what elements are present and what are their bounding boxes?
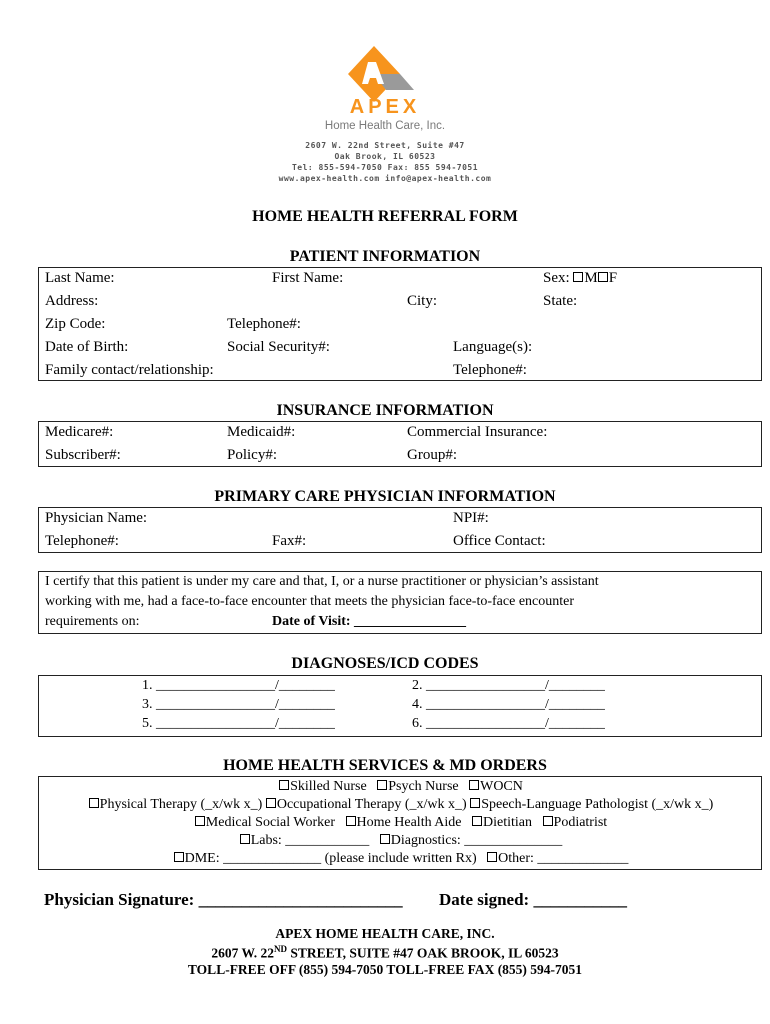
services-heading: HOME HEALTH SERVICES & MD ORDERS — [223, 757, 547, 774]
footer-address-end: STREET, SUITE #47 OAK BROOK, IL 60523 — [286, 945, 559, 961]
insurance-info-box — [38, 421, 762, 467]
physician-heading: PRIMARY CARE PHYSICIAN INFORMATION — [214, 488, 556, 505]
skilled-nurse-checkbox[interactable] — [279, 780, 289, 790]
speech-pathologist-label: Speech-Language Pathologist (_x/wk x_) — [481, 797, 714, 812]
insurance-heading: INSURANCE INFORMATION — [276, 402, 494, 419]
home-health-aide-checkbox[interactable] — [346, 816, 356, 826]
footer-contact: TOLL-FREE OFF (855) 594-7050 TOLL-FREE FAX (855) 594-7051 — [187, 962, 583, 977]
company-address: 2607 W. 22nd Street, Suite #47 — [305, 141, 465, 150]
diagnosis-item[interactable]: 3. _________________/________ — [142, 697, 335, 712]
physician-name-field[interactable]: Physician Name: — [45, 510, 148, 526]
dietitian-checkbox[interactable] — [472, 816, 482, 826]
state-field[interactable]: State: — [543, 293, 578, 309]
office-contact-field[interactable]: Office Contact: — [453, 533, 546, 549]
footer-address-suffix: ND — [273, 944, 287, 954]
dme-label: DME: ______________ (please include written Rx) — [184, 851, 477, 866]
services-box — [38, 776, 762, 870]
npi-field[interactable]: NPI#: — [453, 510, 489, 526]
sex-m-label: M — [584, 270, 598, 286]
family-telephone-field[interactable]: Telephone#: — [453, 362, 527, 378]
diagnosis-item[interactable]: 2. _________________/________ — [412, 678, 605, 693]
city-field[interactable]: City: — [407, 293, 438, 309]
diagnoses-heading: DIAGNOSES/ICD CODES — [291, 655, 479, 672]
subscriber-field[interactable]: Subscriber#: — [45, 447, 121, 463]
first-name-field[interactable]: First Name: — [272, 270, 344, 286]
dob-field[interactable]: Date of Birth: — [45, 339, 129, 355]
form-title: HOME HEALTH REFERRAL FORM — [252, 208, 518, 225]
physician-fax-field[interactable]: Fax#: — [272, 533, 307, 549]
dietitian-label: Dietitian — [483, 815, 533, 830]
labs-label: Labs: ____________ — [250, 833, 370, 848]
group-field[interactable]: Group#: — [407, 447, 457, 463]
footer-address — [0, 944, 770, 962]
company-name: Home Health Care, Inc. — [324, 120, 446, 132]
last-name-field[interactable]: Last Name: — [45, 270, 115, 286]
medical-social-worker-checkbox[interactable] — [195, 816, 205, 826]
patient-heading: PATIENT INFORMATION — [289, 248, 481, 265]
address-field[interactable]: Address: — [45, 293, 99, 309]
podiatrist-checkbox[interactable] — [543, 816, 553, 826]
home-health-aide-label: Home Health Aide — [356, 815, 462, 830]
services-row-1 — [39, 779, 763, 795]
physical-therapy-label: Physical Therapy (_x/wk x_) — [99, 797, 263, 812]
podiatrist-label: Podiatrist — [553, 815, 608, 830]
sex-m-checkbox[interactable] — [573, 272, 583, 282]
diagnoses-box — [38, 675, 762, 737]
physician-info-box — [38, 507, 762, 553]
occupational-therapy-label: Occupational Therapy (_x/wk x_) — [276, 797, 467, 812]
psych-nurse-checkbox[interactable] — [377, 780, 387, 790]
services-row-2 — [39, 797, 763, 813]
certification-line-3: requirements on: — [45, 614, 140, 629]
footer-company: APEX HOME HEALTH CARE, INC. — [275, 926, 495, 941]
diagnosis-item[interactable]: 1. _________________/________ — [142, 678, 335, 693]
diagnostics-checkbox[interactable] — [380, 834, 390, 844]
other-label: Other: _____________ — [498, 851, 629, 866]
brand-name: APEX — [349, 96, 421, 118]
wocn-checkbox[interactable] — [469, 780, 479, 790]
diagnosis-item[interactable]: 6. _________________/________ — [412, 716, 605, 731]
diagnostics-label: Diagnostics: ______________ — [390, 833, 563, 848]
dme-checkbox[interactable] — [174, 852, 184, 862]
other-checkbox[interactable] — [487, 852, 497, 862]
speech-pathologist-checkbox[interactable] — [470, 798, 480, 808]
company-web: www.apex-health.com info@apex-health.com — [278, 174, 492, 183]
zip-field[interactable]: Zip Code: — [45, 316, 106, 332]
language-field[interactable]: Language(s): — [453, 339, 533, 355]
patient-info-box — [38, 267, 762, 381]
medicare-field[interactable]: Medicare#: — [45, 424, 114, 440]
sex-f-label: F — [608, 270, 618, 286]
physician-signature-field[interactable]: Physician Signature: ________________________ — [44, 890, 403, 909]
sex-f-checkbox[interactable] — [598, 272, 608, 282]
date-signed-field[interactable]: Date signed: ___________ — [439, 890, 627, 909]
ssn-field[interactable]: Social Security#: — [227, 339, 330, 355]
certification-line-2: working with me, had a face-to-face encounter that meets the physician face-to-face encounter — [45, 594, 575, 609]
physical-therapy-checkbox[interactable] — [89, 798, 99, 808]
commercial-insurance-field[interactable]: Commercial Insurance: — [407, 424, 548, 440]
skilled-nurse-label: Skilled Nurse — [290, 779, 367, 794]
occupational-therapy-checkbox[interactable] — [266, 798, 276, 808]
medical-social-worker-label: Medical Social Worker — [205, 815, 336, 830]
company-city: Oak Brook, IL 60523 — [334, 152, 436, 161]
services-row-5 — [39, 851, 763, 867]
physician-telephone-field[interactable]: Telephone#: — [45, 533, 119, 549]
wocn-label: WOCN — [480, 779, 523, 794]
diagnosis-item[interactable]: 4. _________________/________ — [412, 697, 605, 712]
services-row-4 — [39, 833, 763, 849]
policy-field[interactable]: Policy#: — [227, 447, 278, 463]
sex-label: Sex: — [543, 270, 574, 286]
footer-address-start: 2607 W. 22 — [211, 945, 274, 961]
labs-checkbox[interactable] — [240, 834, 250, 844]
sex-field — [543, 270, 617, 287]
certification-box — [38, 571, 762, 634]
services-row-3 — [39, 815, 763, 831]
psych-nurse-label: Psych Nurse — [388, 779, 459, 794]
diagnosis-item[interactable]: 5. _________________/________ — [142, 716, 335, 731]
company-header — [0, 40, 770, 190]
family-contact-field[interactable]: Family contact/relationship: — [45, 362, 214, 378]
certification-line-1: I certify that this patient is under my care and that, I, or a nurse practitioner or physician’s assistant — [45, 574, 599, 589]
telephone-field[interactable]: Telephone#: — [227, 316, 301, 332]
medicaid-field[interactable]: Medicaid#: — [227, 424, 296, 440]
date-of-visit-field[interactable]: Date of Visit: ________________ — [272, 614, 467, 629]
company-phone: Tel: 855-594-7050 Fax: 855 594-7051 — [291, 163, 479, 172]
